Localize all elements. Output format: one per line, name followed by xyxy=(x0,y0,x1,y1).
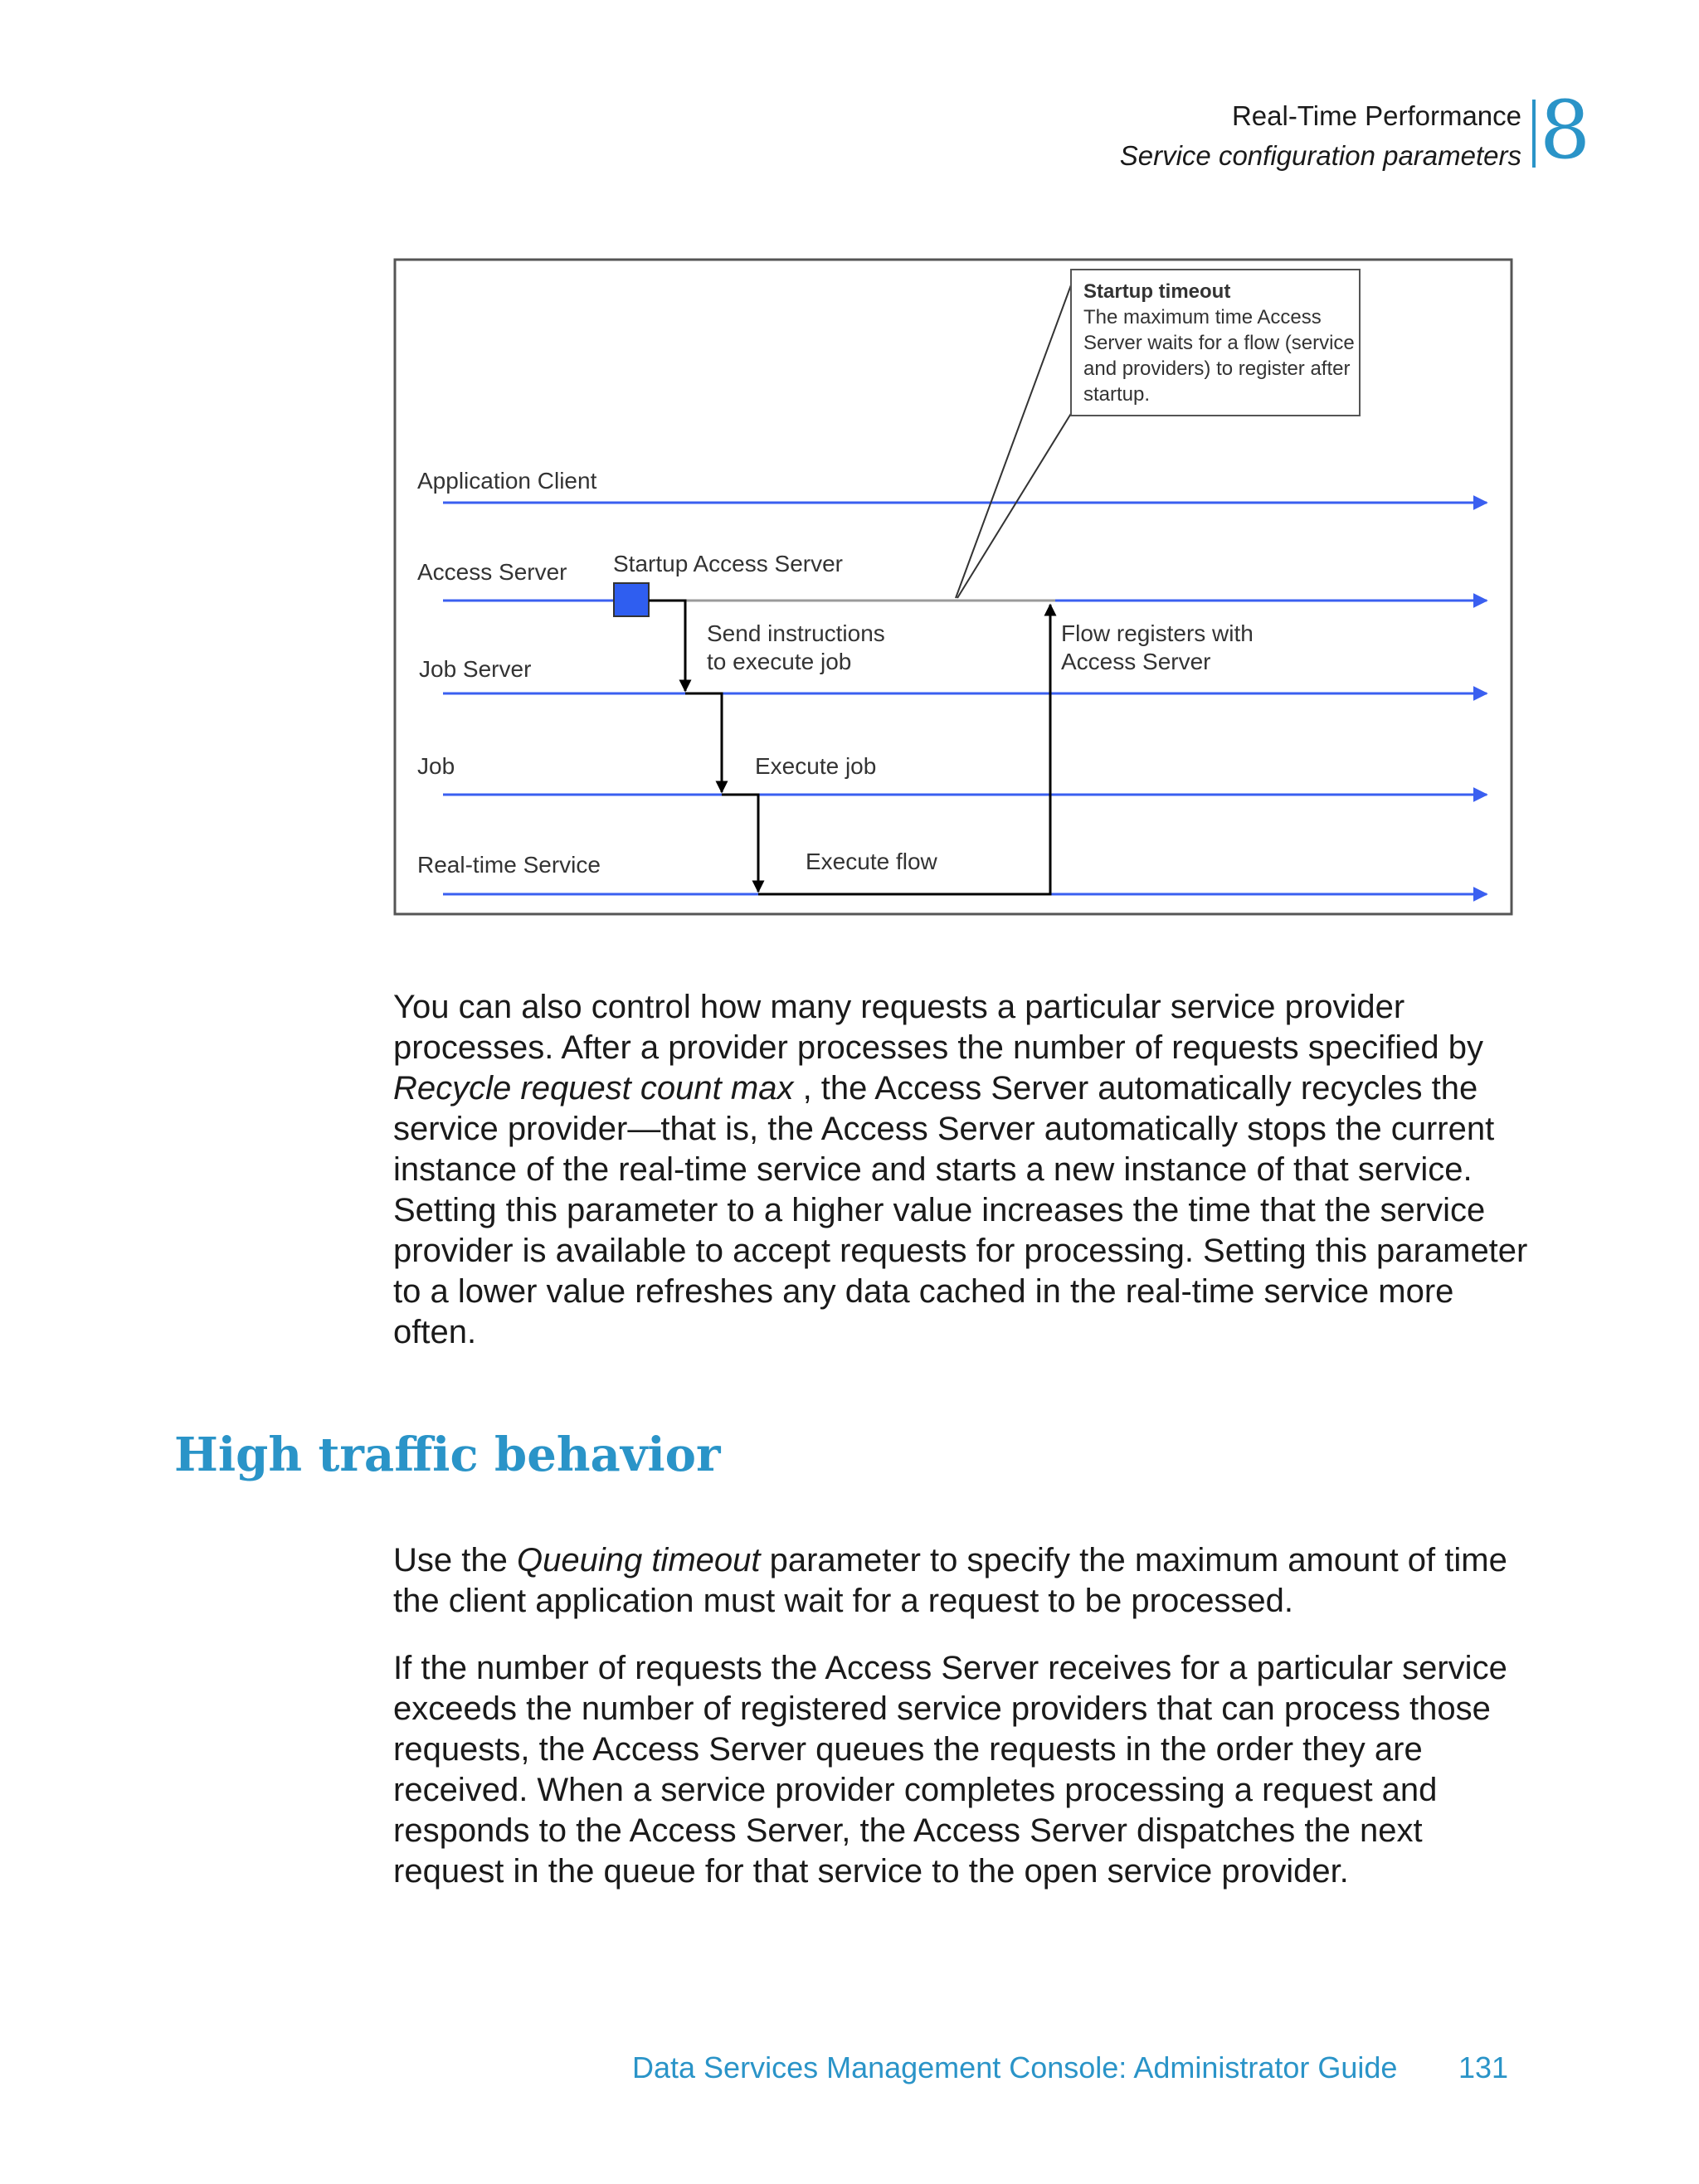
lane-label-job-server: Job Server xyxy=(419,656,532,682)
header-title: Real-Time Performance xyxy=(1231,100,1521,131)
startup-access-server-box xyxy=(614,583,649,616)
paragraph-line: request in the queue for that service to the open service provider. xyxy=(393,1853,1349,1890)
parameter-name: Recycle request count max xyxy=(393,1070,794,1107)
execute-job-label: Execute job xyxy=(755,753,877,779)
paragraph-queuing-timeout xyxy=(393,1540,1538,1622)
paragraph-line: Setting this parameter to a higher value increases the time that the service xyxy=(393,1192,1486,1228)
paragraph-line: the client application must wait for a request to be processed. xyxy=(393,1583,1294,1619)
paragraph-line: service provider—that is, the Access Server automatically stops the current xyxy=(393,1111,1495,1147)
paragraph-line: exceeds the number of registered service providers that can process those xyxy=(393,1690,1491,1727)
header-subtitle: Service configuration parameters xyxy=(1119,140,1521,171)
callout-title: Startup timeout xyxy=(1083,280,1231,303)
lane-label-job: Job xyxy=(417,753,455,779)
startup-timeout-callout xyxy=(1070,269,1361,416)
startup-access-server-label: Startup Access Server xyxy=(613,551,844,576)
execute-flow-label: Execute flow xyxy=(806,849,937,874)
flow-registers-label: Flow registers with Access Server xyxy=(1061,620,1254,674)
paragraph-line: If the number of requests the Access Server receives for a particular service xyxy=(393,1650,1507,1686)
callout-line: Server waits for a flow (service xyxy=(1083,332,1355,354)
lane-label-real-time-service: Real-time Service xyxy=(417,852,601,878)
paragraph-line: processes. After a provider processes the number of requests specified by xyxy=(393,1029,1484,1066)
paragraph-line: Use the Queuing timeout parameter to specify the maximum amount of time xyxy=(393,1542,1507,1578)
running-header xyxy=(1120,96,1521,176)
parameter-name: Queuing timeout xyxy=(516,1542,761,1578)
paragraph-request-queue xyxy=(393,1648,1538,1892)
page-number: 131 xyxy=(1458,2050,1509,2084)
paragraph-line: instance of the real-time service and starts a new instance of that service. xyxy=(393,1151,1473,1188)
paragraph-line: requests, the Access Server queues the requests in the order they are xyxy=(393,1731,1423,1768)
paragraph-line: responds to the Access Server, the Access Server dispatches the next xyxy=(393,1812,1423,1849)
paragraph-line: Recycle request count max , the Access Server automatically recycles the xyxy=(393,1070,1478,1107)
lane-label-access-server: Access Server xyxy=(417,559,567,585)
callout-line: The maximum time Access xyxy=(1083,306,1322,328)
paragraph-line: You can also control how many requests a particular service provider xyxy=(393,989,1405,1025)
chapter-number: 8 xyxy=(1540,84,1591,177)
paragraph-line: provider is available to accept requests for processing. Setting this parameter xyxy=(393,1233,1528,1269)
footer-guide-title: Data Services Management Console: Administrator Guide xyxy=(632,2050,1398,2084)
paragraph-line: to a lower value refreshes any data cached in the real-time service more xyxy=(393,1273,1454,1310)
section-heading: High traffic behavior xyxy=(174,1428,721,1482)
lane-label-application-client: Application Client xyxy=(417,468,597,494)
send-instructions-label: Send instructions to execute job xyxy=(707,620,885,674)
chapter-divider xyxy=(1532,100,1536,168)
paragraph-line: often. xyxy=(393,1314,477,1350)
callout-line: startup. xyxy=(1083,383,1151,406)
startup-sequence-figure xyxy=(393,258,1513,916)
callout-line: and providers) to register after xyxy=(1083,358,1351,380)
paragraph-line: received. When a service provider completes processing a request and xyxy=(393,1772,1438,1808)
paragraph-recycle-request xyxy=(393,987,1538,1353)
